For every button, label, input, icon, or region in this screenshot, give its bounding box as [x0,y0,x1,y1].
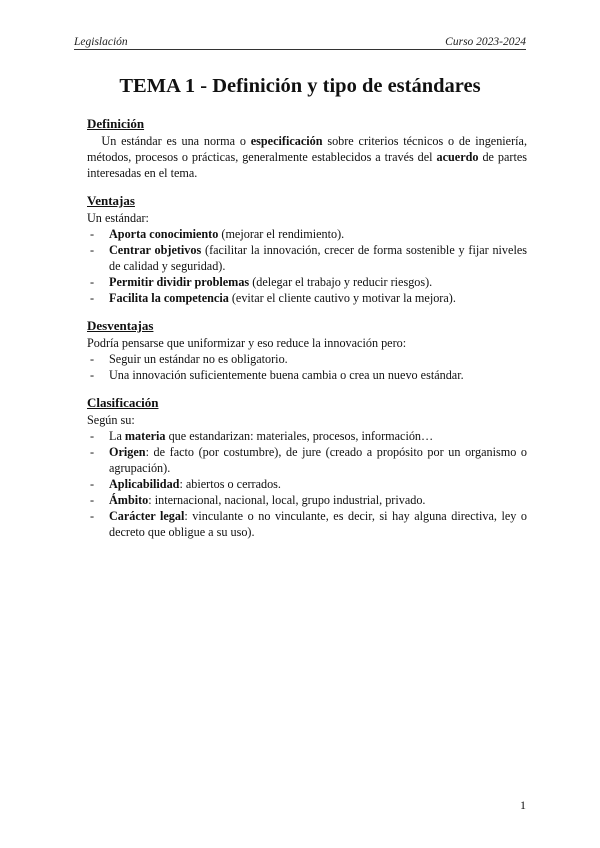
list-item: - Facilita la competencia (evitar el cliente cautivo y motivar la mejora). [87,290,527,306]
section-ventajas [87,193,527,306]
section-heading: Ventajas [87,193,135,208]
clasificacion-list [87,428,527,540]
header-course: Curso 2023-2024 [445,36,526,48]
page-title: TEMA 1 - Definición y tipo de estándares [119,75,481,97]
list-item: - Origen: de facto (por costumbre), de jure (creado a propósito por un organismo o agrupación). [87,444,527,476]
list-item: - Centrar objetivos (facilitar la innovación, crecer de forma sostenible y fijar niveles de calidad y seguridad). [87,242,527,274]
list-item: - Aplicabilidad: abiertos o cerrados. [87,476,527,492]
section-heading: Clasificación [87,395,159,410]
ventajas-list [87,226,527,306]
list-item: - La materia que estandarizan: materiales, procesos, información… [87,428,527,444]
section-heading: Definición [87,116,145,131]
header-subject: Legislación [74,36,128,48]
section-desventajas [87,318,527,383]
section-clasificacion [87,395,527,540]
list-item: - Seguir un estándar no es obligatorio. [87,351,527,367]
page-number: 1 [520,798,526,812]
list-item: - Permitir dividir problemas (delegar el trabajo y reducir riesgos). [87,274,527,290]
list-item: - Carácter legal: vinculante o no vinculante, es decir, si hay alguna directiva, ley o decreto que obligue a su uso). [87,508,527,540]
section-intro: Podría pensarse que uniformizar y eso reduce la innovación pero: [87,336,407,350]
document-body [87,116,527,552]
page-header [74,36,526,50]
list-item: - Una innovación suficientemente buena cambia o crea un nuevo estándar. [87,367,527,383]
list-item: - Ámbito: internacional, nacional, local, grupo industrial, privado. [87,492,527,508]
section-definicion [87,116,527,181]
section-heading: Desventajas [87,318,154,333]
desventajas-list [87,351,527,383]
section-intro: Según su: [87,413,135,427]
section-intro: Un estándar: [87,211,149,225]
definition-paragraph: Un estándar es una norma o especificación sobre criterios técnicos o de ingeniería, métodos, procesos o prácticas, generalmente establecidos a través del acuerdo de partes interesadas en el tema. [87,134,527,180]
list-item: - Aporta conocimiento (mejorar el rendimiento). [87,226,527,242]
